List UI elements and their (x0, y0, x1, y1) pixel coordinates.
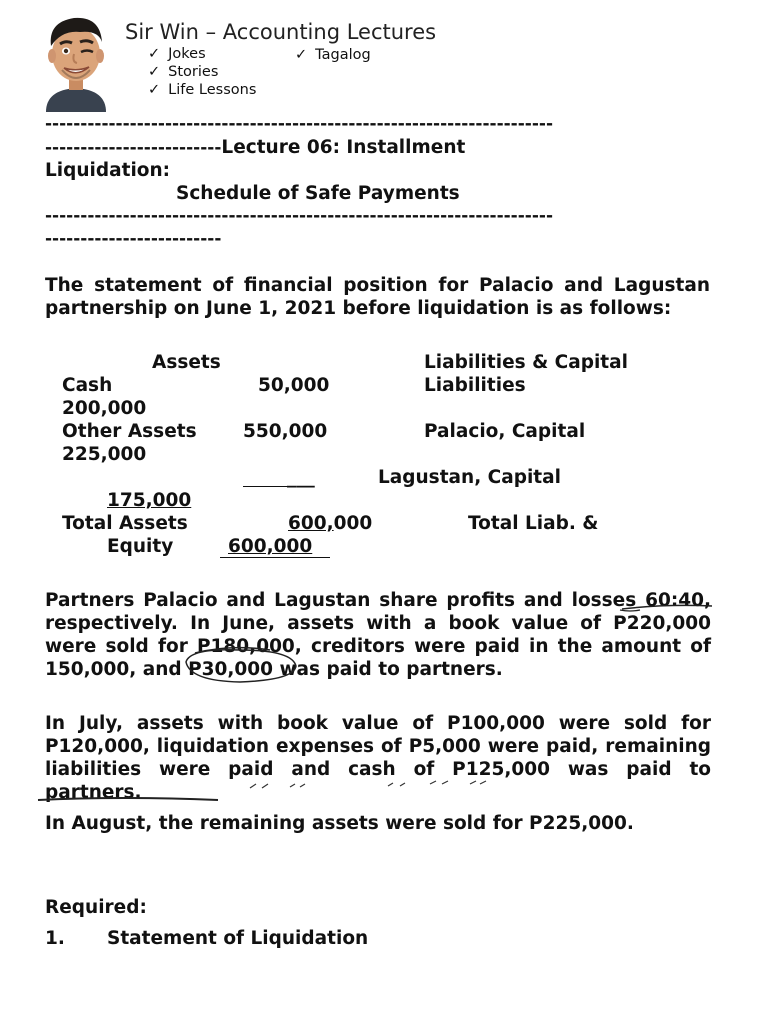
cash-value: 50,000 (258, 375, 330, 396)
lagustan-capital-value: 175,000 (107, 490, 192, 511)
dashed-divider: ------------------------- (45, 229, 222, 249)
paragraph-july: In July, assets with book value of P100,000 were sold for P120,000, liquidation expenses of P5,000 were paid, remaining liabilities were paid and cash of P125,000 was paid to partners. (45, 713, 711, 803)
underline-blank: ___ (287, 467, 315, 488)
total-assets-value: 600,000 (288, 513, 373, 534)
palacio-capital-value: 225,000 (62, 444, 147, 465)
check-icon: ✓ (148, 82, 161, 98)
checklist-item: ✓ Stories (148, 64, 219, 80)
dashed-divider: ------------------------------------------------------------------------ (45, 206, 554, 226)
total-liab-equity-label: Total Liab. & (468, 513, 599, 534)
annotation-scribble (250, 781, 486, 788)
checklist-item: ✓ Life Lessons (148, 82, 257, 98)
paragraph-june: Partners Palacio and Lagustan share profits and losses 60:40, respectively. In June, assets with a book value of P220,000 were sold for P180,000, creditors were paid in the amount of 150,000, and P30,000 was paid to partners. (45, 590, 711, 680)
equity-label: Equity (107, 536, 174, 557)
checklist-item: ✓ Tagalog (295, 47, 371, 63)
intro-paragraph: The statement of financial position for Palacio and Lagustan partnership on June 1, 2021 before liquidation is as follows: (45, 275, 710, 319)
check-icon: ✓ (148, 64, 161, 80)
annotation-underline (622, 605, 712, 609)
liabilities-value: 200,000 (62, 398, 147, 419)
check-icon: ✓ (148, 46, 161, 62)
total-assets-label: Total Assets (62, 513, 188, 534)
lecture-title-line: -------------------------Lecture 06: Installment (45, 137, 466, 158)
other-assets-value: 550,000 (243, 421, 328, 442)
lagustan-capital-label: Lagustan, Capital (378, 467, 561, 488)
lecture-title-cont: Liquidation: (45, 160, 171, 181)
check-icon: ✓ (295, 47, 308, 63)
annotation-stroke (620, 610, 640, 611)
annotation-underline (38, 798, 218, 800)
paragraph-august: In August, the remaining assets were sold for P225,000. (45, 813, 634, 834)
dashed-divider: ------------------------------------------------------------------------ (45, 114, 554, 134)
equity-value: 600,000 (228, 536, 313, 557)
required-item-number: 1. (45, 928, 65, 949)
required-item-text: Statement of Liquidation (107, 928, 369, 949)
liabilities-label: Liabilities (424, 375, 526, 396)
palacio-capital-label: Palacio, Capital (424, 421, 586, 442)
annotation-circle (186, 650, 296, 682)
assets-header: Assets (152, 352, 221, 373)
checklist-item: ✓ Jokes (148, 46, 206, 62)
lecture-subtitle: Schedule of Safe Payments (176, 183, 460, 204)
liabilities-capital-header: Liabilities & Capital (424, 352, 628, 373)
required-label: Required: (45, 897, 147, 918)
header-title: Sir Win – Accounting Lectures (125, 20, 437, 44)
cash-label: Cash (62, 375, 113, 396)
other-assets-label: Other Assets (62, 421, 197, 442)
